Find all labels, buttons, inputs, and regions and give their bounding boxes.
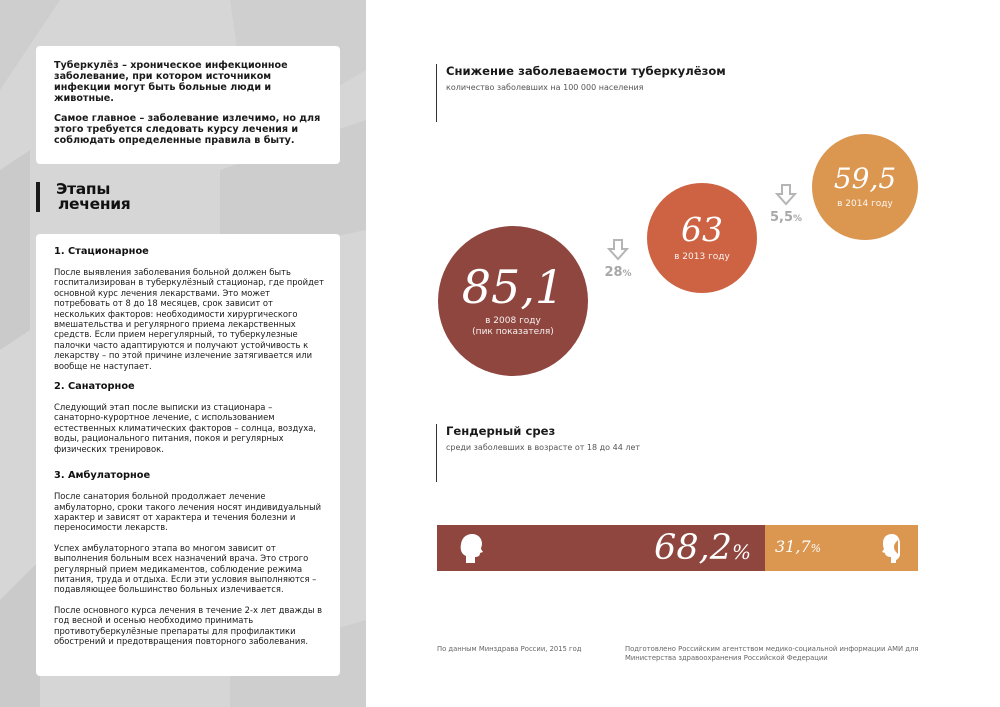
circle-2013-value: 63	[681, 210, 723, 249]
intro-paragraph-1: Туберкулёз – хроническое инфекционное заболевание, при котором источником инфекции могут быть больные люди и животные.	[54, 60, 288, 104]
circle-2008-caption-2: (пик показателя)	[472, 327, 554, 337]
credit-note: Подготовлено Российским агентством медико-социальной информации АМИ для Министерства здравоохранения Российской Федерации	[625, 645, 919, 662]
circle-2014-caption: в 2014 году	[837, 198, 893, 209]
arrow-down-icon	[775, 183, 797, 207]
stage-1-heading: 1. Стационарное	[54, 246, 149, 257]
bar-male	[437, 525, 765, 571]
male-value-number: 68,2	[654, 528, 732, 568]
stage-2-text: Следующий этап после выписки из стационара – санаторно-курортное лечение, с использованием естественных климатических факторов – солнца, воздуха, воды, рационального питания, покоя и регулярных физических тренировок.	[54, 402, 316, 454]
gender-header	[436, 424, 640, 482]
stage-3-heading: 3. Амбулаторное	[54, 470, 151, 482]
gender-subtitle: среди заболевших в возрасте от 18 до 44 лет	[446, 443, 641, 452]
gender-title: Гендерный срез	[446, 424, 556, 438]
drop-1-value	[600, 266, 636, 281]
bar-female	[765, 525, 918, 571]
drop-2-value	[768, 211, 804, 226]
decline-subtitle: количество заболевших на 100 000 населения	[446, 83, 644, 92]
decline-header	[436, 64, 726, 122]
stages-title-line-2: лечения	[58, 195, 131, 213]
circle-2008	[438, 226, 588, 376]
circle-2013	[647, 183, 757, 293]
male-value-unit: %	[731, 540, 751, 564]
stage-3-text-2: Успех амбулаторного этапа во многом зависит от выполнения больным всех назначений врача. Это строго регулярный прием медикаментов, соблюдение режима питания, труда и отдыха. Если эти условия выполняются – подавляющее большинство больных излечивается.	[54, 542, 317, 595]
drop-2-number: 5,5	[769, 210, 793, 225]
circle-2014-value: 59,5	[833, 161, 897, 195]
stage-3-text-3: После основного курса лечения в течение 2-х лет дважды в год весной и осенью необходимо принимать противотуберкулёзные препараты для профилактики обострений и предотвращения повторного заболевания.	[54, 604, 323, 646]
female-value-number: 31,7	[775, 537, 811, 556]
stages-card	[36, 234, 340, 676]
decline-title: Снижение заболеваемости туберкулёзом	[446, 64, 726, 78]
left-panel	[0, 0, 366, 707]
female-value	[775, 537, 821, 559]
drop-2-unit: %	[793, 214, 803, 224]
circle-2014	[812, 134, 918, 240]
source-note: По данным Минздрава России, 2015 год	[437, 645, 582, 653]
stages-title	[36, 182, 130, 212]
drop-indicator-2	[768, 183, 804, 226]
intro-card	[36, 46, 340, 164]
stages-title-line-1: Этапы	[56, 180, 111, 198]
intro-paragraph-2: Самое главное – заболевание излечимо, но для этого требуется следовать курсу лечения и соблюдать определенные правила в быту.	[54, 113, 321, 146]
gender-bar	[437, 525, 918, 571]
circle-2008-caption: в 2008 году	[485, 316, 541, 326]
circle-2008-value: 85,1	[461, 260, 565, 314]
drop-indicator-1	[600, 238, 636, 281]
stage-1-text: После выявления заболевания больной должен быть госпитализирован в туберкулёзный стационар, где пройдет основной курс лечения лекарствами. Это может потребовать от 8 до 18 месяцев, срок зависит от нескольких факторов: необходимости хирургического вмешательства и регулярного приема лекарственных средств. Если прием нерегулярный, то туберкулезные палочки часто адаптируются и получают устойчивость к лекарству – по этой причине излечение затягивается или вообще не наступает.	[54, 267, 324, 371]
drop-1-unit: %	[622, 269, 632, 279]
female-head-icon	[878, 532, 906, 564]
female-value-unit: %	[810, 542, 822, 555]
drop-1-number: 28	[604, 265, 623, 280]
stage-3-text-1: После санатория больной продолжает лечение амбулаторно, сроки такого лечения носят индивидуальный характер и зависят от характера и течения болезни и переносимости лекарств.	[54, 491, 322, 533]
arrow-down-icon	[607, 238, 629, 262]
male-head-icon	[457, 532, 485, 564]
stage-2-heading: 2. Санаторное	[54, 381, 135, 393]
circle-2013-caption: в 2013 году	[674, 252, 730, 262]
male-value	[654, 529, 751, 571]
